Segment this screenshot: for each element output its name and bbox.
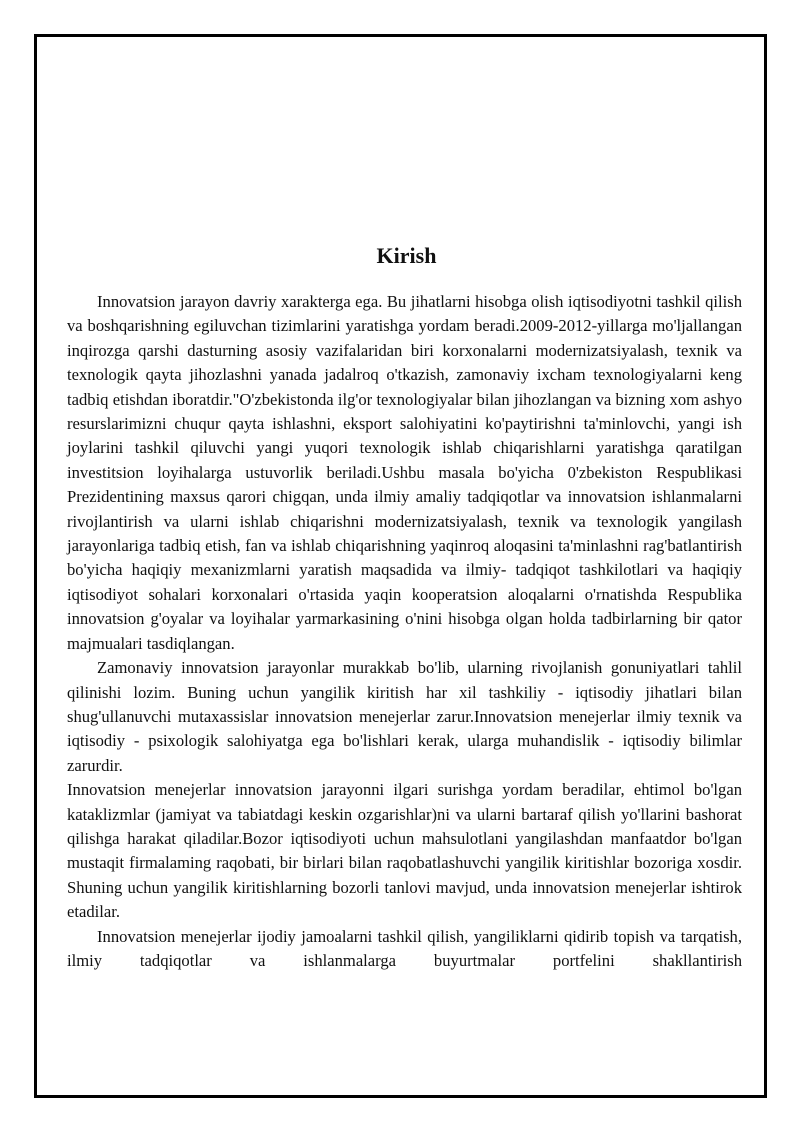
paragraph-2: Zamonaviy innovatsion jarayonlar murakkab bo'lib, ularning rivojlanish gonuniyatlari tahlil qilinishi lozim. Buning uchun yangilik kiritish har xil tashkiliy - iqtisodiy jihatlari bilan shug'ullanuvchi mutaxassislar innovatsion menejerlar zarur.Innovatsion menejerlar ilmiy texnik va iqtisodiy - psixologik salohiyatga ega bo'lishlari kerak, ularga muhandislik - iqtisodiy bilimlar zarurdir. [67, 658, 742, 775]
document-body [67, 242, 742, 973]
document-title: Kirish [376, 243, 437, 268]
paragraph-3: Innovatsion menejerlar innovatsion jarayonni ilgari surishga yordam beradilar, ehtimol bo'lgan kataklizmlar (jamiyat va tabiatdagi keskin ozgarishlar)ni va ularni bartaraf qilish yo'llarini bashorat qilishga harakat qiladilar.Bozor iqtisodiyoti uchun mahsulotlani yangilashdan manfaatdor bo'lgan mustaqit firmalaming raqobati, bir birlari bilan raqobatlashuvchi yangilik kiritishlar bozoriga xosdir. Shuning uchun yangilik kiritishlarning bozorli tanlovi mavjud, unda innovatsion menejerlar ishtirok etadilar. [67, 780, 742, 922]
paragraph-4: Innovatsion menejerlar ijodiy jamoalarni tashkil qilish, yangiliklarni qidirib topish va tarqatish, ilmiy tadqiqotlar va ishlanmalarga buyurtmalar portfelini shakllantirish [67, 926, 742, 970]
paragraph-1: Innovatsion jarayon davriy xarakterga ega. Bu jihatlarni hisobga olish iqtisodiyotni tashkil qilish va boshqarishning egiluvchan tizimlarini yaratishga yordam beradi.2009-2012-yillarga mo'ljallangan inqirozga qarshi dasturning asosiy vazifalaridan biri korxonalarni modernizatsiyalash, texnik va texnologik qayta jihozlashni yanada jadalroq o'tkazish, zamonaviy ixcham texnologiyalarni keng tadbiq etishdan iboratdir."O'zbekistonda ilg'or texnologiyalar bilan jihozlangan va bizning xom ashyo resurslarimizni chuqur qayta ishlashni, eksport salohiyatini ko'paytirishni ta'minlovchi, yangi ish joylarini tashkil qiluvchi yangi yuqori texnologik ishlab chiqarishlarni yaratishga qaratilgan investitsion loyihalarga ustuvorlik beriladi.Ushbu masala bo'yicha 0'zbekiston Respublikasi Prezidentining maxsus qarori chigqan, unda ilmiy amaliy tadqiqotlar va innovatsion ishlanmalarni rivojlantirish va ularni ishlab chiqarishni modernizatsiyalash, texnik va texnologik yangilash jarayonlariga tadbiq etish, fan va ishlab chiqarishning yaqinroq aloqasini ta'minlashni rag'batlantirish bo'yicha haqiqiy mexanizmlarni yaratish maqsadida va ilmiy- tadqiqot tashkilotlari va haqiqiy iqtisodiyot sohalari korxonalari o'rtasida yaqin kooperatsion aloqalarni o'rnatishda Respublika innovatsion g'oyalar va loyihalar yarmarkasining o'nini hisobga olgan holda tadbirlarning bir qator majmualari tasdiqlangan. [67, 292, 742, 653]
